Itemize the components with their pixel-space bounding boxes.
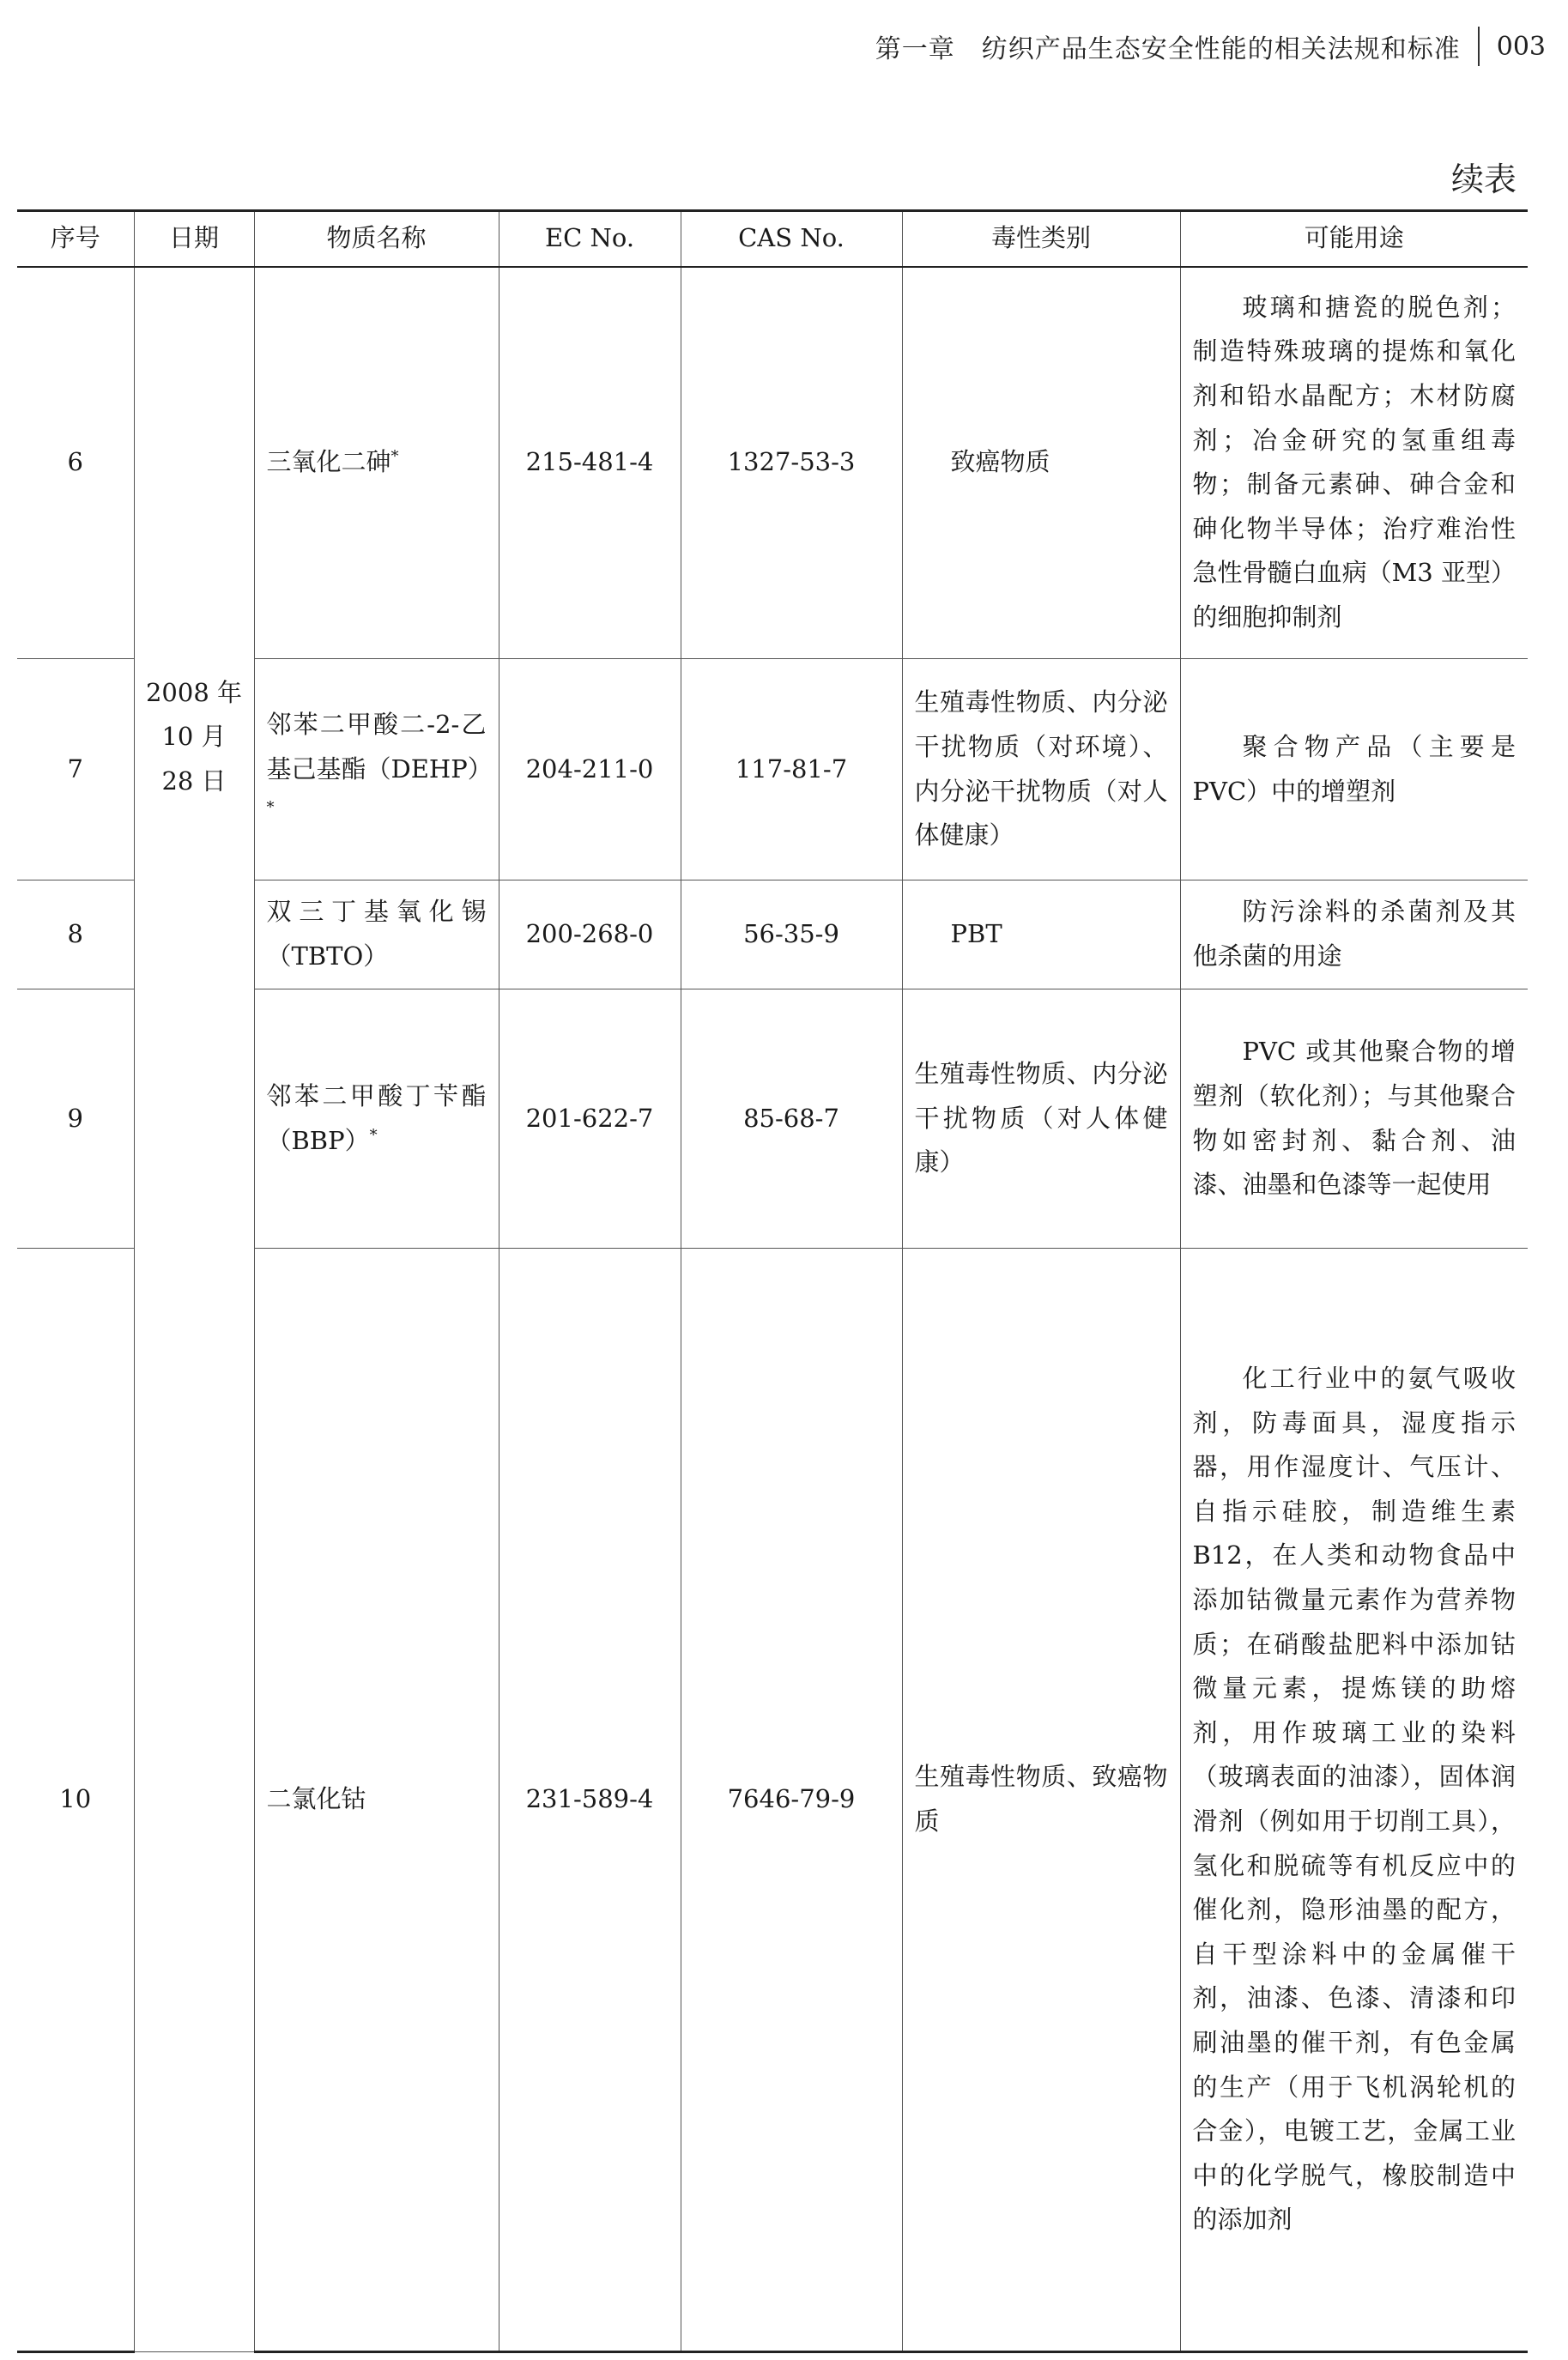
possible-uses: 聚合物产品（主要是 PVC）中的增塑剂	[1180, 659, 1528, 880]
substance-name	[254, 880, 499, 989]
substance-name	[254, 267, 499, 659]
table-header-row	[17, 211, 1528, 267]
substance-name	[254, 989, 499, 1249]
chapter-title: 第一章 纺织产品生态安全性能的相关法规和标准	[875, 34, 1461, 64]
ec-number: 231-589-4	[499, 1249, 681, 2352]
row-number: 6	[17, 267, 134, 659]
cas-number: 7646-79-9	[681, 1249, 902, 2352]
toxicity-category: 生殖毒性物质、内分泌干扰物质（对环境）、内分泌干扰物质（对人体健康）	[902, 659, 1180, 880]
possible-uses: 防污涂料的杀菌剂及其他杀菌的用途	[1180, 880, 1528, 989]
substance-name-text: 双三丁基氧化锡（TBTO）	[266, 897, 487, 971]
cas-number: 56-35-9	[681, 880, 902, 989]
col-header-ec: EC No.	[499, 211, 681, 267]
ec-number: 200-268-0	[499, 880, 681, 989]
running-header	[875, 26, 1546, 67]
footnote-mark: *	[390, 447, 399, 466]
cas-number: 1327-53-3	[681, 267, 902, 659]
substance-table	[17, 209, 1528, 2353]
date-cell	[134, 267, 254, 2352]
toxicity-category: 生殖毒性物质、内分泌干扰物质（对人体健康）	[902, 989, 1180, 1249]
col-header-toxicity: 毒性类别	[902, 211, 1180, 267]
possible-uses: PVC 或其他聚合物的增塑剂（软化剂）；与其他聚合物如密封剂、黏合剂、油漆、油墨和色漆等一起使用	[1180, 989, 1528, 1249]
substance-name-text: 邻苯二甲酸二-2-乙基己基酯（DEHP）	[266, 710, 493, 784]
table-continued-label: 续表	[1450, 160, 1517, 198]
cas-number: 117-81-7	[681, 659, 902, 880]
col-header-uses: 可能用途	[1180, 211, 1528, 267]
row-number: 10	[17, 1249, 134, 2352]
col-header-name: 物质名称	[254, 211, 499, 267]
ec-number: 201-622-7	[499, 989, 681, 1249]
date-year: 2008 年	[145, 677, 243, 707]
col-header-date: 日期	[134, 211, 254, 267]
substance-name	[254, 1249, 499, 2352]
substance-name-text: 邻苯二甲酸丁苄酯（BBP）	[266, 1080, 487, 1155]
substance-name-text: 三氧化二砷	[266, 447, 391, 477]
substance-name-text: 二氯化钴	[266, 1784, 366, 1814]
toxicity-category: PBT	[902, 880, 1180, 989]
ec-number: 204-211-0	[499, 659, 681, 880]
date-value	[138, 268, 251, 804]
row-number: 7	[17, 659, 134, 880]
footnote-mark: *	[266, 798, 275, 817]
header-divider	[1478, 27, 1480, 66]
table-row	[17, 267, 1528, 659]
footnote-mark: *	[369, 1125, 378, 1144]
date-day: 28 日	[161, 765, 227, 796]
col-header-cas: CAS No.	[681, 211, 902, 267]
substance-name	[254, 659, 499, 880]
possible-uses: 玻璃和搪瓷的脱色剂；制造特殊玻璃的提炼和氧化剂和铅水晶配方；木材防腐剂；冶金研究的氢重组毒物；制备元素砷、砷合金和砷化物半导体；治疗难治性急性骨髓白血病（M3 亚型）的细胞抑制剂	[1180, 267, 1528, 659]
row-number: 9	[17, 989, 134, 1249]
col-header-no: 序号	[17, 211, 134, 267]
possible-uses: 化工行业中的氨气吸收剂，防毒面具，湿度指示器，用作湿度计、气压计、自指示硅胶，制造维生素 B12，在人类和动物食品中添加钴微量元素作为营养物质；在硝酸盐肥料中添加钴微量元素，提炼镁的助熔剂，用作玻璃工业的染料（玻璃表面的油漆），固体润滑剂（例如用于切削工具），氢化和脱硫等有机反应中的催化剂，隐形油墨的配方，自干型涂料中的金属催干剂，油漆、色漆、清漆和印刷油墨的催干剂，有色金属的生产（用于飞机涡轮机的合金），电镀工艺，金属工业中的化学脱气，橡胶制造中的添加剂	[1180, 1249, 1528, 2352]
cas-number: 85-68-7	[681, 989, 902, 1249]
toxicity-category: 致癌物质	[902, 267, 1180, 659]
date-month: 10 月	[161, 722, 227, 752]
row-number: 8	[17, 880, 134, 989]
toxicity-category: 生殖毒性物质、致癌物质	[902, 1249, 1180, 2352]
page-number: 003	[1496, 31, 1546, 62]
ec-number: 215-481-4	[499, 267, 681, 659]
